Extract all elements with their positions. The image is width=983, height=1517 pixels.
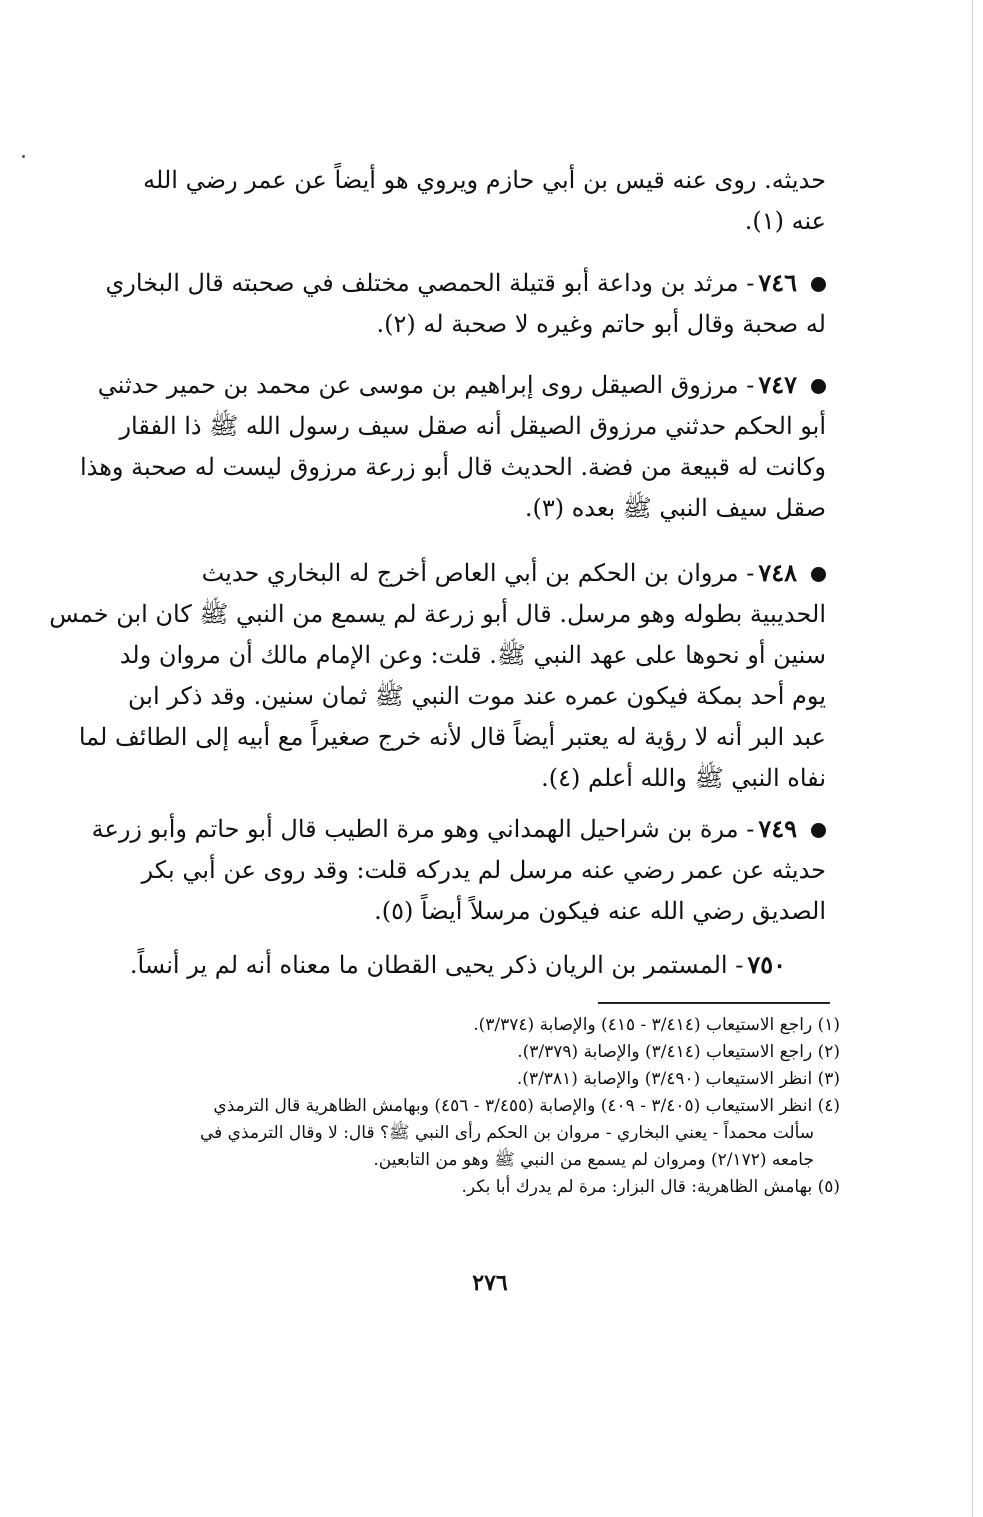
text-line: وكانت له قبيعة من فضة. الحديث قال أبو زرعة مرزوق ليست له صحبة وهذا bbox=[80, 453, 826, 481]
entry-number: ٧٤٨ bbox=[758, 558, 797, 587]
entry-number: ٧٤٦ bbox=[758, 268, 797, 297]
footnote-5: (٥) بهامش الظاهرية: قال البزار: مرة لم يدرك أبا بكر. bbox=[461, 1177, 840, 1197]
bullet-icon bbox=[811, 379, 826, 394]
text-line: - المستمر بن الريان ذكر يحيى القطان ما معناه أنه لم ير أنساً. bbox=[129, 951, 744, 979]
text-line: يوم أحد بمكة فيكون عمره عند موت النبي ﷺ ثمان سنين. وقد ذكر ابن bbox=[128, 682, 826, 710]
bullet-icon bbox=[811, 567, 826, 582]
footnote-4-continuation: سألت محمداً - يعني البخاري - مروان بن الحكم رأى النبي ﷺ؟ قال: لا وقال الترمذي في bbox=[199, 1123, 814, 1143]
text-line: - مرة بن شراحيل الهمداني وهو مرة الطيب قال أبو حاتم وأبو زرعة bbox=[91, 815, 755, 843]
text-line: الحديبية بطوله وهو مرسل. قال أبو زرعة لم يسمع من النبي ﷺ كان ابن خمس bbox=[49, 600, 826, 628]
text-line: عنه (١). bbox=[744, 207, 826, 235]
intro-paragraph bbox=[128, 160, 826, 242]
entry-746 bbox=[105, 262, 826, 345]
page-number: ٢٧٦ bbox=[472, 1270, 508, 1296]
entry-number: ٧٥٠ bbox=[747, 950, 786, 979]
entry-number: ٧٤٧ bbox=[758, 370, 797, 399]
text-line: له صحبة وقال أبو حاتم وغيره لا صحبة له (٢). bbox=[376, 310, 826, 338]
scan-speck bbox=[22, 155, 25, 158]
text-line: عبد البر أنه لا رؤية له يعتبر أيضاً قال لأنه خرج صغيراً مع أبيه إلى الطائف لما bbox=[78, 723, 826, 751]
entry-first-line bbox=[97, 364, 826, 406]
text-line: سنين أو نحوها على عهد النبي ﷺ. قلت: وعن الإمام مالك أن مروان ولد bbox=[119, 641, 826, 669]
text-line: أبو الحكم حدثني مرزوق الصيقل أنه صقل سيف رسول الله ﷺ ذا الفقار bbox=[119, 412, 826, 440]
text-line: صقل سيف النبي ﷺ بعده (٣). bbox=[524, 494, 826, 522]
text-line: نفاه النبي ﷺ والله أعلم (٤). bbox=[541, 764, 826, 792]
entry-first-line bbox=[128, 944, 826, 986]
page-edge-line bbox=[972, 0, 973, 1517]
footnote-1: (١) راجع الاستيعاب (٣/٤١٤ - ٤١٥) والإصابة (٣/٣٧٤). bbox=[473, 1015, 840, 1035]
footnotes bbox=[140, 1012, 840, 1201]
text-line: - مرثد بن وداعة أبو قتيلة الحمصي مختلف في صحبته قال البخاري bbox=[105, 269, 755, 297]
text-line: الصديق رضي الله عنه فيكون مرسلاً أيضاً (٥). bbox=[374, 897, 826, 925]
footnote-2: (٢) راجع الاستيعاب (٣/٤١٤) والإصابة (٣/٣٧٩). bbox=[517, 1042, 840, 1062]
entry-number: ٧٤٩ bbox=[758, 814, 797, 843]
text-line: - مرزوق الصيقل روى إبراهيم بن موسى عن محمد بن حمير حدثني bbox=[97, 371, 755, 399]
entry-749 bbox=[91, 808, 826, 932]
footnote-3: (٣) انظر الاستيعاب (٣/٤٩٠) والإصابة (٣/٣٨١). bbox=[516, 1069, 840, 1089]
entry-first-line bbox=[91, 808, 826, 850]
entry-750 bbox=[128, 944, 826, 986]
bullet-icon bbox=[811, 823, 826, 838]
footnote-4: (٤) انظر الاستيعاب (٣/٤٠٥ - ٤٠٩) والإصابة (٣/٤٥٥ - ٤٥٦) وبهامش الظاهرية قال الترمذي bbox=[213, 1096, 840, 1116]
entry-747 bbox=[80, 364, 826, 529]
footnote-separator bbox=[598, 1002, 830, 1004]
entry-first-line bbox=[128, 552, 826, 594]
footnote-4-continuation: جامعه (٢/١٧٢) ومروان لم يسمع من النبي ﷺ وهو من التابعين. bbox=[373, 1150, 814, 1170]
bullet-icon bbox=[811, 277, 826, 292]
entry-748 bbox=[49, 552, 826, 799]
entry-first-line bbox=[105, 262, 826, 304]
text-line: - مروان بن الحكم بن أبي العاص أخرج له البخاري حديث bbox=[201, 559, 755, 587]
text-line: حديثه عن عمر رضي عنه مرسل لم يدركه قلت: وقد روى عن أبي بكر bbox=[141, 856, 826, 884]
text-line: حديثه. روى عنه قيس بن أبي حازم ويروي هو أيضاً عن عمر رضي الله bbox=[143, 166, 826, 194]
